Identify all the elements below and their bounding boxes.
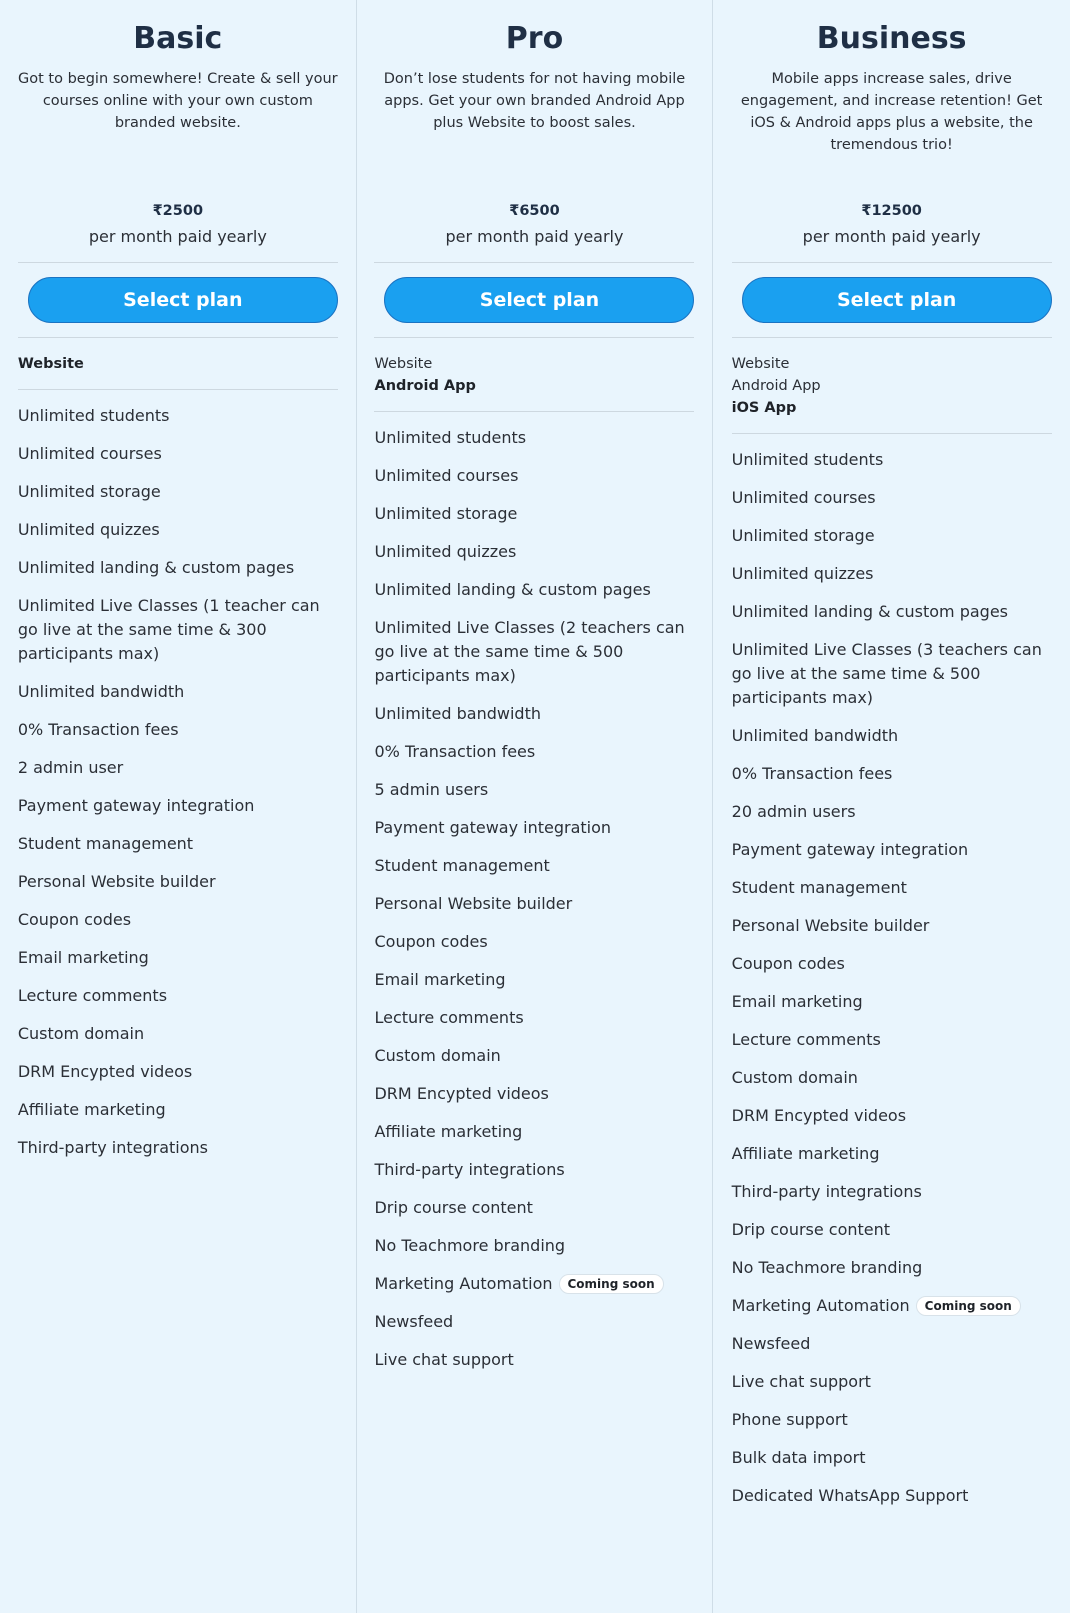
feature-label: Payment gateway integration bbox=[374, 818, 612, 837]
feature-label: Coupon codes bbox=[17, 910, 132, 929]
feature-item bbox=[732, 1446, 1052, 1470]
feature-item bbox=[374, 816, 694, 840]
feature-item bbox=[18, 518, 338, 542]
feature-item bbox=[732, 1408, 1052, 1432]
feature-label: Email marketing bbox=[17, 948, 149, 967]
feature-label: 20 admin users bbox=[731, 802, 856, 821]
feature-item bbox=[732, 914, 1052, 938]
feature-item bbox=[374, 616, 694, 688]
feature-label: Unlimited courses bbox=[17, 444, 162, 463]
feature-label: Unlimited courses bbox=[731, 488, 876, 507]
feature-item bbox=[374, 502, 694, 526]
feature-label: Unlimited quizzes bbox=[17, 520, 160, 539]
feature-label: DRM Encypted videos bbox=[374, 1084, 549, 1103]
feature-label: Coupon codes bbox=[374, 932, 488, 951]
platform-list bbox=[374, 338, 694, 411]
feature-list bbox=[374, 412, 694, 1372]
feature-item bbox=[732, 600, 1052, 624]
feature-item bbox=[732, 448, 1052, 472]
feature-label: Custom domain bbox=[17, 1024, 145, 1043]
platform-item: Android App bbox=[374, 378, 476, 394]
feature-label: 0% Transaction fees bbox=[374, 742, 536, 761]
feature-item bbox=[18, 832, 338, 856]
feature-label: Student management bbox=[374, 856, 550, 875]
feature-label: Personal Website builder bbox=[374, 894, 573, 913]
feature-item bbox=[732, 1028, 1052, 1052]
feature-label: Payment gateway integration bbox=[17, 796, 255, 815]
feature-item bbox=[732, 1256, 1052, 1280]
feature-item bbox=[374, 778, 694, 802]
plan-price: ₹6500 bbox=[509, 203, 560, 219]
feature-label: Unlimited Live Classes (1 teacher can go live at the same time & 300 participants max) bbox=[17, 596, 320, 663]
feature-item bbox=[18, 594, 338, 666]
platform-list bbox=[18, 338, 338, 389]
select-plan-button[interactable]: Select plan bbox=[742, 277, 1052, 323]
feature-label: Third-party integrations bbox=[731, 1182, 922, 1201]
feature-label: Unlimited Live Classes (2 teachers can go live at the same time & 500 participants max) bbox=[374, 618, 685, 685]
plan-description: Don’t lose students for not having mobile apps. Get your own branded Android App plus Website to boost sales. bbox=[383, 71, 686, 131]
feature-item bbox=[374, 426, 694, 450]
plan-price: ₹12500 bbox=[861, 203, 922, 219]
feature-label: Unlimited storage bbox=[374, 504, 518, 523]
feature-label: Unlimited quizzes bbox=[731, 564, 874, 583]
feature-item bbox=[732, 638, 1052, 710]
feature-item bbox=[18, 984, 338, 1008]
feature-label: Unlimited bandwidth bbox=[374, 704, 541, 723]
platform-item: Website bbox=[374, 356, 433, 372]
feature-item bbox=[374, 1348, 694, 1372]
feature-label: Student management bbox=[731, 878, 907, 897]
feature-label: Lecture comments bbox=[17, 986, 168, 1005]
feature-item bbox=[374, 1044, 694, 1068]
platform-item: Android App bbox=[731, 378, 821, 394]
feature-item bbox=[374, 1196, 694, 1220]
feature-item bbox=[18, 908, 338, 932]
feature-label: Unlimited students bbox=[17, 406, 170, 425]
plan-description: Mobile apps increase sales, drive engagement, and increase retention! Get iOS & Android apps plus a website, the tremendous trio! bbox=[740, 71, 1043, 153]
feature-label: Personal Website builder bbox=[731, 916, 930, 935]
feature-item bbox=[18, 1136, 338, 1160]
feature-label: Unlimited students bbox=[374, 428, 527, 447]
feature-item bbox=[374, 854, 694, 878]
feature-item bbox=[18, 870, 338, 894]
feature-label: Unlimited storage bbox=[731, 526, 875, 545]
feature-item bbox=[732, 876, 1052, 900]
feature-item bbox=[374, 540, 694, 564]
feature-item bbox=[18, 1022, 338, 1046]
feature-item bbox=[18, 404, 338, 428]
feature-item bbox=[18, 1060, 338, 1084]
feature-label: Email marketing bbox=[731, 992, 863, 1011]
plan-price: ₹2500 bbox=[152, 203, 204, 219]
feature-label: Unlimited landing & custom pages bbox=[731, 602, 1009, 621]
feature-item bbox=[18, 556, 338, 580]
feature-label: Lecture comments bbox=[374, 1008, 524, 1027]
feature-item bbox=[18, 718, 338, 742]
feature-label: Marketing Automation bbox=[731, 1296, 910, 1315]
platform-item: Website bbox=[731, 356, 790, 372]
feature-item bbox=[374, 892, 694, 916]
feature-item bbox=[374, 1158, 694, 1182]
feature-label: DRM Encypted videos bbox=[731, 1106, 907, 1125]
feature-label: Affiliate marketing bbox=[731, 1144, 880, 1163]
feature-item bbox=[18, 680, 338, 704]
feature-label: Lecture comments bbox=[731, 1030, 881, 1049]
feature-label: Personal Website builder bbox=[17, 872, 216, 891]
feature-label: Bulk data import bbox=[731, 1448, 866, 1467]
divider bbox=[18, 262, 338, 263]
feature-label: Drip course content bbox=[374, 1198, 533, 1217]
feature-label: Affiliate marketing bbox=[17, 1100, 166, 1119]
feature-item bbox=[732, 990, 1052, 1014]
feature-item bbox=[732, 524, 1052, 548]
feature-label: Affiliate marketing bbox=[374, 1122, 523, 1141]
feature-item bbox=[732, 1066, 1052, 1090]
plan-name: Basic bbox=[133, 21, 223, 56]
feature-item bbox=[374, 1082, 694, 1106]
feature-label: Unlimited Live Classes (3 teachers can go live at the same time & 500 participants max) bbox=[731, 640, 1042, 707]
feature-item bbox=[374, 968, 694, 992]
feature-label: 0% Transaction fees bbox=[731, 764, 893, 783]
feature-label: Newsfeed bbox=[731, 1334, 811, 1353]
feature-item bbox=[732, 486, 1052, 510]
feature-item bbox=[18, 946, 338, 970]
feature-label: Student management bbox=[17, 834, 194, 853]
feature-item bbox=[732, 1218, 1052, 1242]
feature-item bbox=[18, 480, 338, 504]
feature-item bbox=[732, 1370, 1052, 1394]
feature-label: Unlimited students bbox=[731, 450, 884, 469]
feature-item bbox=[18, 794, 338, 818]
feature-label: Payment gateway integration bbox=[731, 840, 969, 859]
select-plan-button[interactable]: Select plan bbox=[384, 277, 694, 323]
coming-soon-badge: Coming soon bbox=[916, 1296, 1021, 1316]
platform-item: iOS App bbox=[731, 400, 797, 416]
feature-item bbox=[732, 1294, 1052, 1318]
feature-item bbox=[374, 578, 694, 602]
feature-label: Drip course content bbox=[731, 1220, 891, 1239]
feature-item bbox=[732, 800, 1052, 824]
feature-label: Live chat support bbox=[731, 1372, 871, 1391]
feature-item bbox=[374, 1120, 694, 1144]
feature-item bbox=[374, 930, 694, 954]
feature-label: Coupon codes bbox=[731, 954, 845, 973]
feature-item bbox=[18, 756, 338, 780]
divider bbox=[732, 262, 1052, 263]
feature-label: Third-party integrations bbox=[374, 1160, 565, 1179]
feature-label: Live chat support bbox=[374, 1350, 514, 1369]
feature-item bbox=[374, 1310, 694, 1334]
feature-label: Unlimited landing & custom pages bbox=[17, 558, 295, 577]
feature-label: Unlimited landing & custom pages bbox=[374, 580, 651, 599]
feature-item bbox=[732, 838, 1052, 862]
feature-item bbox=[732, 1104, 1052, 1128]
feature-item bbox=[732, 952, 1052, 976]
select-plan-button[interactable]: Select plan bbox=[28, 277, 338, 323]
plan-column-basic bbox=[0, 0, 357, 1613]
feature-item bbox=[374, 1272, 694, 1296]
plan-name: Pro bbox=[505, 21, 564, 56]
platform-list bbox=[732, 338, 1052, 433]
plan-billing: per month paid yearly bbox=[802, 227, 981, 246]
feature-label: Newsfeed bbox=[374, 1312, 454, 1331]
feature-item bbox=[732, 1484, 1052, 1508]
feature-item bbox=[374, 1234, 694, 1258]
feature-label: No Teachmore branding bbox=[731, 1258, 923, 1277]
feature-item bbox=[18, 442, 338, 466]
feature-item bbox=[732, 1332, 1052, 1356]
plan-description: Got to begin somewhere! Create & sell your courses online with your own custom branded website. bbox=[18, 71, 338, 131]
feature-label: Unlimited bandwidth bbox=[731, 726, 899, 745]
feature-label: Unlimited courses bbox=[374, 466, 519, 485]
feature-label: 2 admin user bbox=[17, 758, 124, 777]
feature-item bbox=[732, 724, 1052, 748]
feature-label: Custom domain bbox=[731, 1068, 858, 1087]
feature-label: Unlimited storage bbox=[17, 482, 161, 501]
plan-column-pro bbox=[357, 0, 714, 1613]
plan-billing: per month paid yearly bbox=[88, 227, 267, 246]
plan-billing: per month paid yearly bbox=[445, 227, 624, 246]
plan-name: Business bbox=[816, 21, 967, 56]
feature-item bbox=[732, 762, 1052, 786]
feature-item bbox=[732, 1180, 1052, 1204]
feature-label: Custom domain bbox=[374, 1046, 501, 1065]
feature-label: 0% Transaction fees bbox=[17, 720, 179, 739]
feature-item bbox=[374, 1006, 694, 1030]
feature-label: Dedicated WhatsApp Support bbox=[731, 1486, 969, 1505]
platform-item: Website bbox=[17, 356, 84, 372]
feature-label: DRM Encypted videos bbox=[17, 1062, 193, 1081]
feature-label: Unlimited bandwidth bbox=[17, 682, 185, 701]
coming-soon-badge: Coming soon bbox=[559, 1274, 664, 1294]
feature-item bbox=[374, 464, 694, 488]
feature-item bbox=[374, 740, 694, 764]
feature-label: No Teachmore branding bbox=[374, 1236, 566, 1255]
divider bbox=[374, 262, 694, 263]
plan-column-business bbox=[713, 0, 1070, 1613]
feature-label: Third-party integrations bbox=[17, 1138, 209, 1157]
feature-item bbox=[732, 562, 1052, 586]
feature-item bbox=[732, 1142, 1052, 1166]
feature-item bbox=[18, 1098, 338, 1122]
feature-label: Unlimited quizzes bbox=[374, 542, 517, 561]
feature-item bbox=[374, 702, 694, 726]
feature-label: Email marketing bbox=[374, 970, 506, 989]
feature-label: Phone support bbox=[731, 1410, 848, 1429]
feature-label: Marketing Automation bbox=[374, 1274, 553, 1293]
feature-label: 5 admin users bbox=[374, 780, 489, 799]
feature-list bbox=[18, 390, 338, 1160]
feature-list bbox=[732, 434, 1052, 1508]
